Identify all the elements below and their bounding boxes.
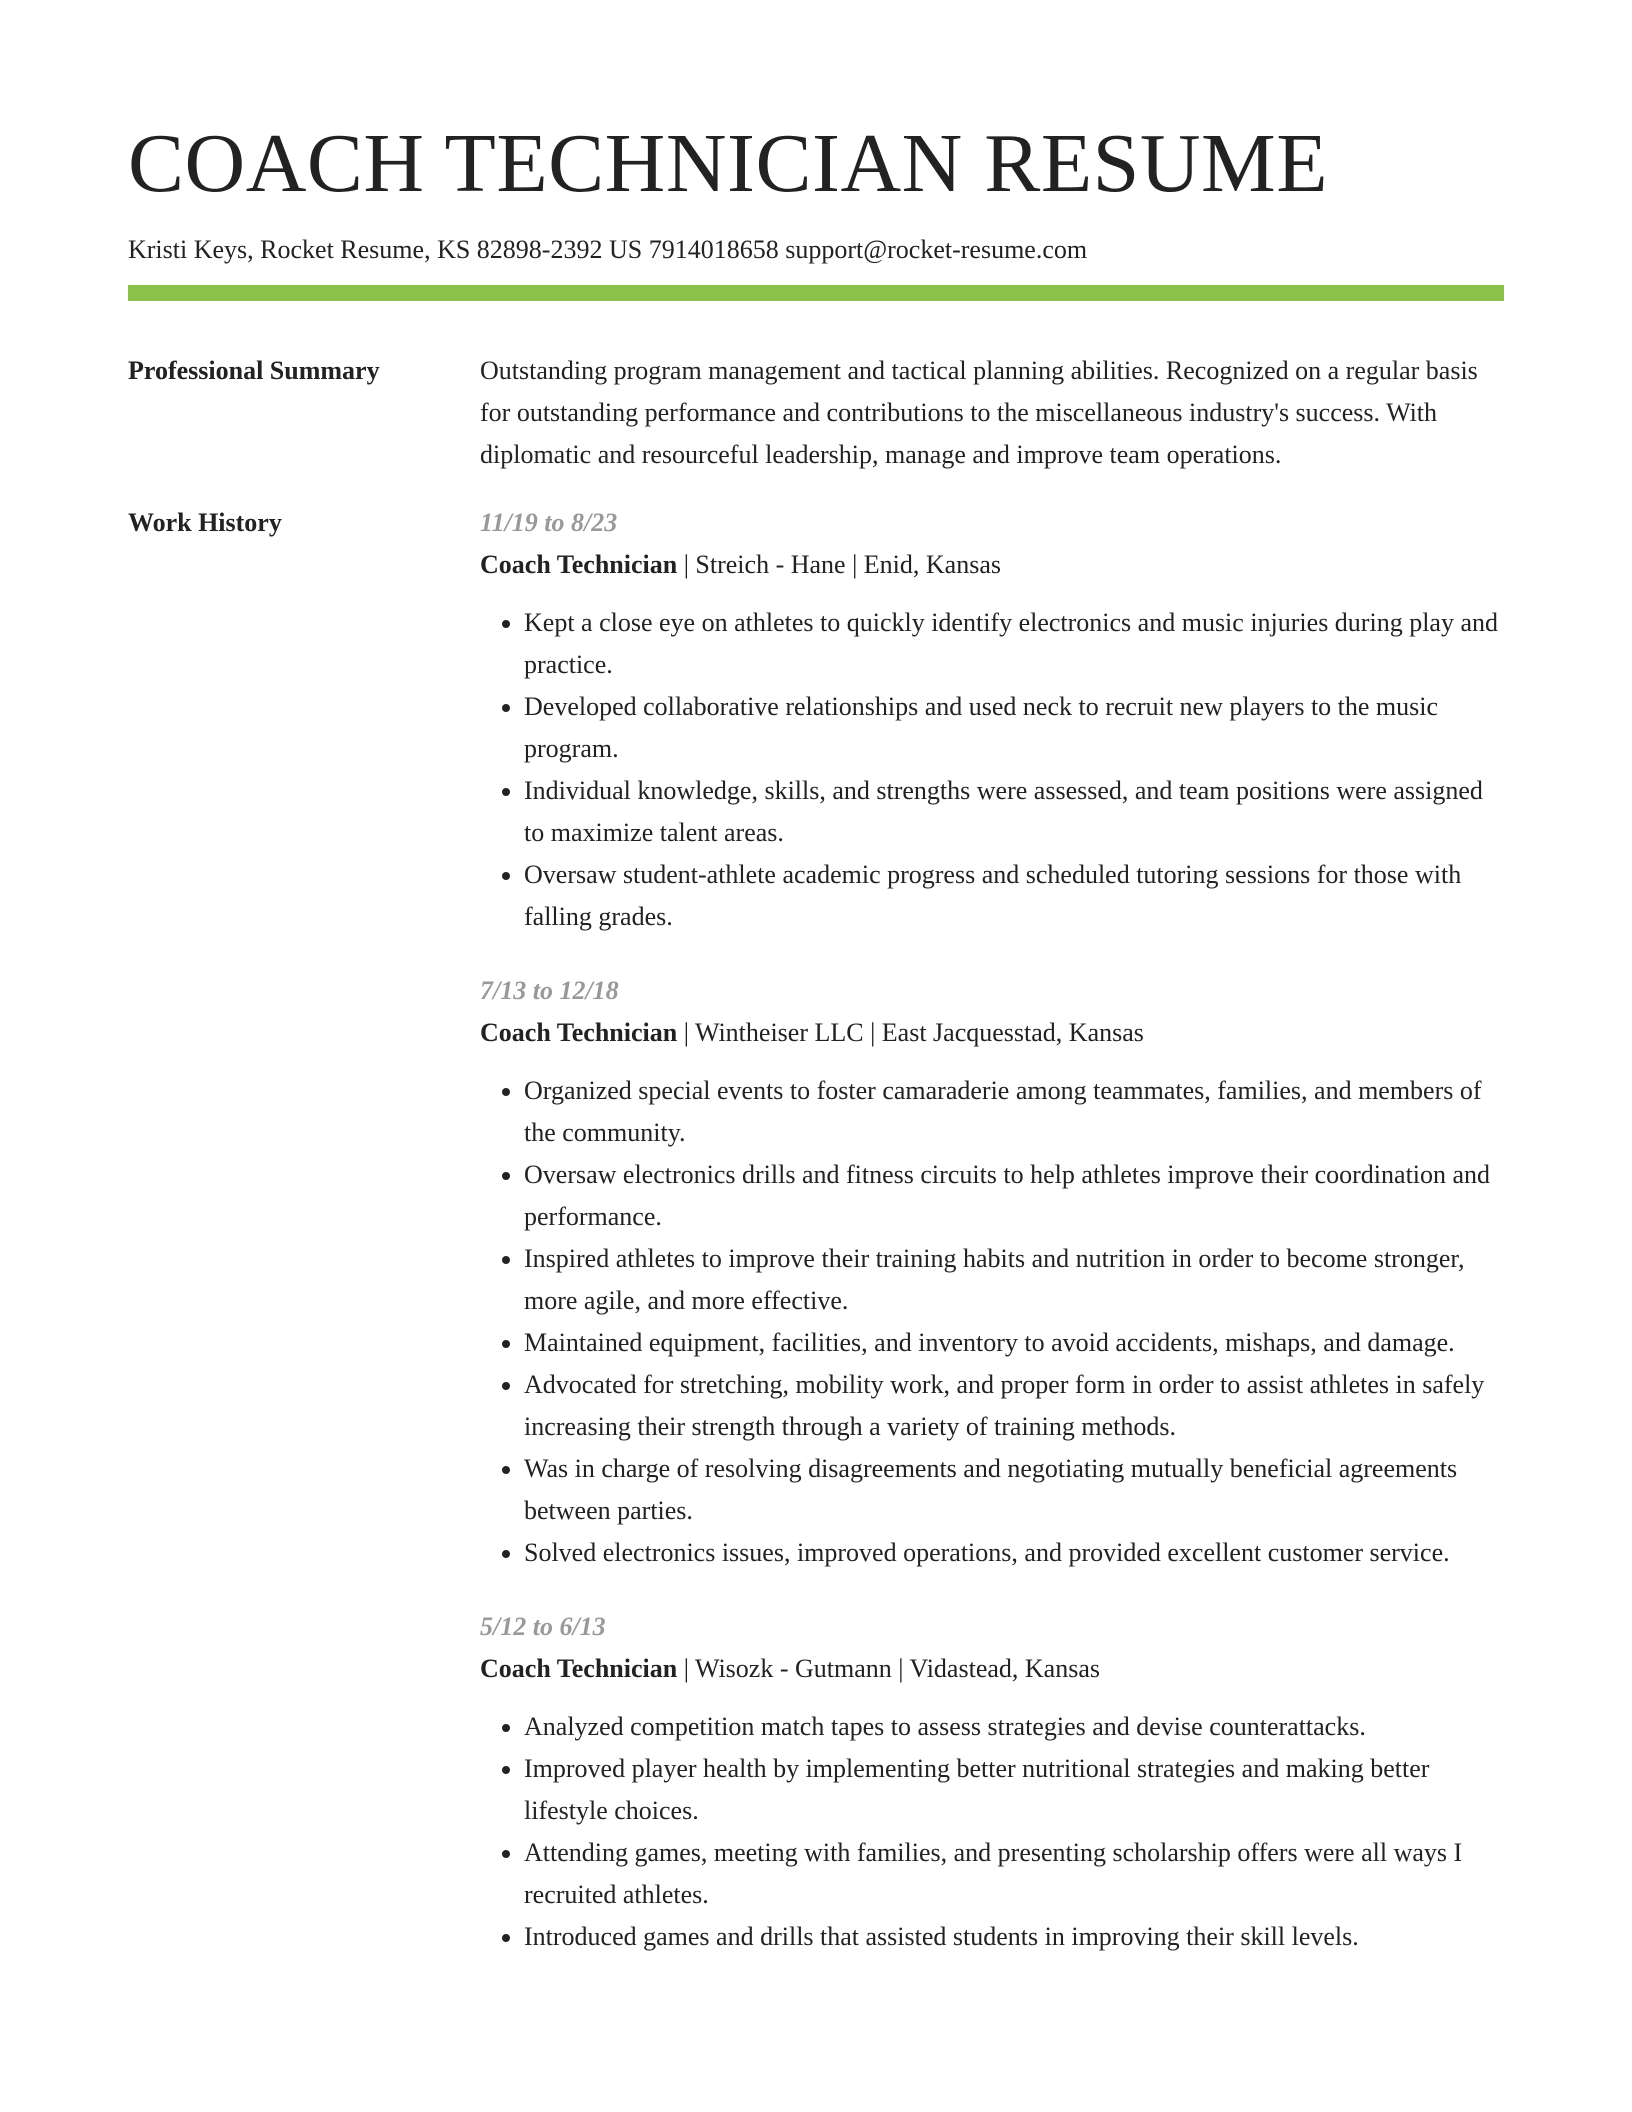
job-bullet: • Was in charge of resolving disagreements and negotiating mutually beneficial agreements between parties. [524, 1448, 1504, 1532]
job-bullet: • Kept a close eye on athletes to quickly identify electronics and music injuries during play and practice. [524, 602, 1504, 686]
section-label: Work History [128, 508, 282, 537]
job-company-location: | Streich - Hane | Enid, Kansas [677, 550, 1001, 579]
job-dates: 7/13 to 12/18 [480, 976, 619, 1005]
summary-text: Outstanding program management and tactical planning abilities. Recognized on a regular basis for outstanding performance and contributions to the miscellaneous industry's success. With diplomatic and resourceful leadership, manage and improve team operations. [480, 356, 1478, 469]
job-bullet: • Individual knowledge, skills, and strengths were assessed, and team positions were assigned to maximize talent areas. [524, 770, 1504, 854]
job-company-location: | Wisozk - Gutmann | Vidastead, Kansas [677, 1654, 1100, 1683]
job-entry [480, 502, 1504, 938]
job-title-line [480, 1012, 1504, 1054]
job-bullet: • Developed collaborative relationships and used neck to recruit new players to the music program. [524, 686, 1504, 770]
work-history-section [128, 502, 1504, 1990]
job-bullet: • Solved electronics issues, improved operations, and provided excellent customer service. [524, 1532, 1504, 1574]
section-body [480, 350, 1504, 476]
job-title-line [480, 1648, 1504, 1690]
job-entry [480, 970, 1504, 1574]
resume-title: COACH TECHNICIAN RESUME [128, 117, 1329, 210]
job-company-location: | Wintheiser LLC | East Jacquesstad, Kansas [677, 1018, 1144, 1047]
job-dates: 5/12 to 6/13 [480, 1612, 606, 1641]
job-bullet: • Oversaw student-athlete academic progress and scheduled tutoring sessions for those with falling grades. [524, 854, 1504, 938]
resume-content [128, 350, 1504, 2016]
contact-line: Kristi Keys, Rocket Resume, KS 82898-2392 US 7914018658 support@rocket-resume.com [128, 235, 1088, 264]
job-bullet: • Attending games, meeting with families, and presenting scholarship offers were all ways I recruited athletes. [524, 1832, 1504, 1916]
section-label: Professional Summary [128, 356, 380, 385]
job-bullet: • Maintained equipment, facilities, and inventory to avoid accidents, mishaps, and damage. [524, 1322, 1504, 1364]
jobs-list [480, 502, 1504, 1990]
job-bullet: • Oversaw electronics drills and fitness circuits to help athletes improve their coordination and performance. [524, 1154, 1504, 1238]
job-dates: 11/19 to 8/23 [480, 508, 618, 537]
job-bullet-list [480, 602, 1504, 938]
job-entry [480, 1606, 1504, 1958]
header-divider [128, 285, 1504, 301]
job-bullet: • Organized special events to foster camaraderie among teammates, families, and members of the community. [524, 1070, 1504, 1154]
job-bullet-list [480, 1706, 1504, 1958]
job-title: Coach Technician [480, 1018, 678, 1047]
job-title: Coach Technician [480, 1654, 678, 1683]
job-bullet-list [480, 1070, 1504, 1574]
job-bullet: • Inspired athletes to improve their training habits and nutrition in order to become stronger, more agile, and more effective. [524, 1238, 1504, 1322]
job-bullet: • Improved player health by implementing better nutritional strategies and making better lifestyle choices. [524, 1748, 1504, 1832]
job-title-line [480, 544, 1504, 586]
job-bullet: • Introduced games and drills that assisted students in improving their skill levels. [524, 1916, 1504, 1958]
professional-summary-section [128, 350, 1504, 476]
job-title: Coach Technician [480, 550, 678, 579]
job-bullet: • Analyzed competition match tapes to assess strategies and devise counterattacks. [524, 1706, 1504, 1748]
job-bullet: • Advocated for stretching, mobility work, and proper form in order to assist athletes in safely increasing their strength through a variety of training methods. [524, 1364, 1504, 1448]
